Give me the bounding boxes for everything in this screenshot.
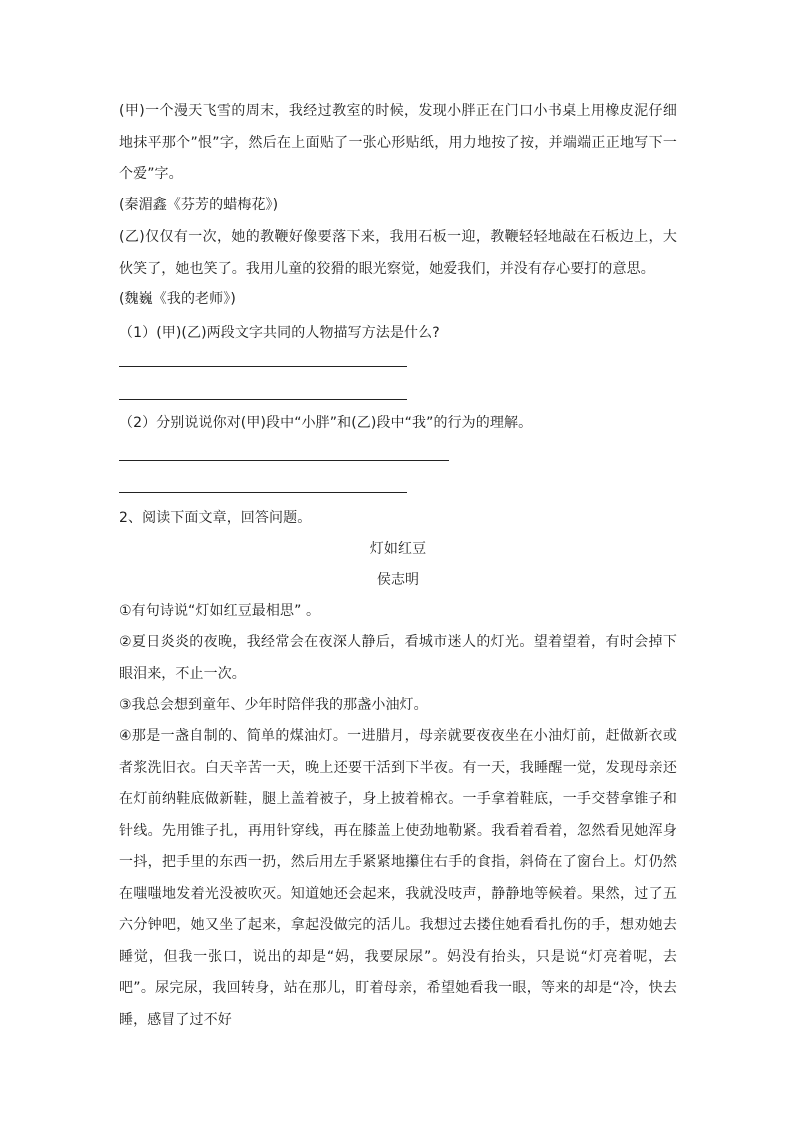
answer-line-2a[interactable] [119,460,449,461]
article-title: 灯如红豆 [369,541,427,557]
question-2: （2）分别说说你对(甲)段中“小胖”和(乙)段中“我”的行为的理解。 [119,415,533,431]
question-1: （1）(甲)(乙)两段文字共同的人物描写方法是什么? [119,325,440,341]
answer-line-1a[interactable] [119,366,407,367]
task-2-instruction: 2、阅读下面文章，回答问题。 [119,510,312,526]
article-paragraph-4: ④那是一盏自制的、简单的煤油灯。一进腊月，母亲就要夜夜坐在小油灯前，赶做新衣或者浆洗旧衣。白天辛苦一天，晚上还要干活到下半夜。有一天，我睡醒一觉，发现母亲还在灯前纳鞋底做新鞋，腿上盖着被子，身上披着棉衣。一手拿着鞋底，一手交替拿锥子和针线。先用锥子扎，再用针穿线，再在膝盖上使劲地勒紧。我看着看着，忽然看见她浑身一抖，把手里的东西一扔，然后用左手紧紧地攥住右手的食指，斜倚在了窗台上。灯仍然在嗤嗤地发着光没被吹灭。知道她还会起来，我就没吱声，静静地等候着。果然，过了五六分钟吧，她又坐了起来，拿起没做完的活儿。我想过去搂住她看看扎伤的手，想劝她去睡觉，但我一张口，说出的却是“妈，我要尿尿”。妈没有抬头，只是说“灯亮着呢，去吧”。尿完尿，我回转身，站在那儿，盯着母亲，希望她看我一眼，等来的却是“冷，快去睡，感冒了过不好 [119,728,677,1028]
passage-yi-source: (魏巍《我的老师》) [119,291,236,307]
passage-yi-text: (乙)仅仅有一次，她的教鞭好像要落下来，我用石板一迎，教鞭轻轻地敲在石板边上，大伙笑了，她也笑了。我用儿童的狡猾的眼光察觉，她爱我们，并没有存心要打的意思。 [119,229,677,277]
answer-line-1b[interactable] [119,399,407,400]
article-paragraph-1: ①有句诗说“灯如红豆最相思” 。 [119,603,321,619]
passage-jia-text: (甲)一个漫天飞雪的周末，我经过教室的时候，发现小胖正在门口小书桌上用橡皮泥仔细地抹平那个”恨”字，然后在上面贴了一张心形贴纸，用力地按了按，并端端正正地写下一个爱”字。 [119,103,677,182]
article-author: 侯志明 [376,572,420,588]
passage-jia-source: (秦湄鑫《芬芳的蜡梅花》) [119,197,279,213]
answer-line-2b[interactable] [119,492,407,493]
article-paragraph-2: ②夏日炎炎的夜晚，我经常会在夜深人静后，看城市迷人的灯光。望着望着，有时会掉下眼泪来，不止一次。 [119,634,677,682]
article-paragraph-3: ③我总会想到童年、少年时陪伴我的那盏小油灯。 [119,697,428,713]
